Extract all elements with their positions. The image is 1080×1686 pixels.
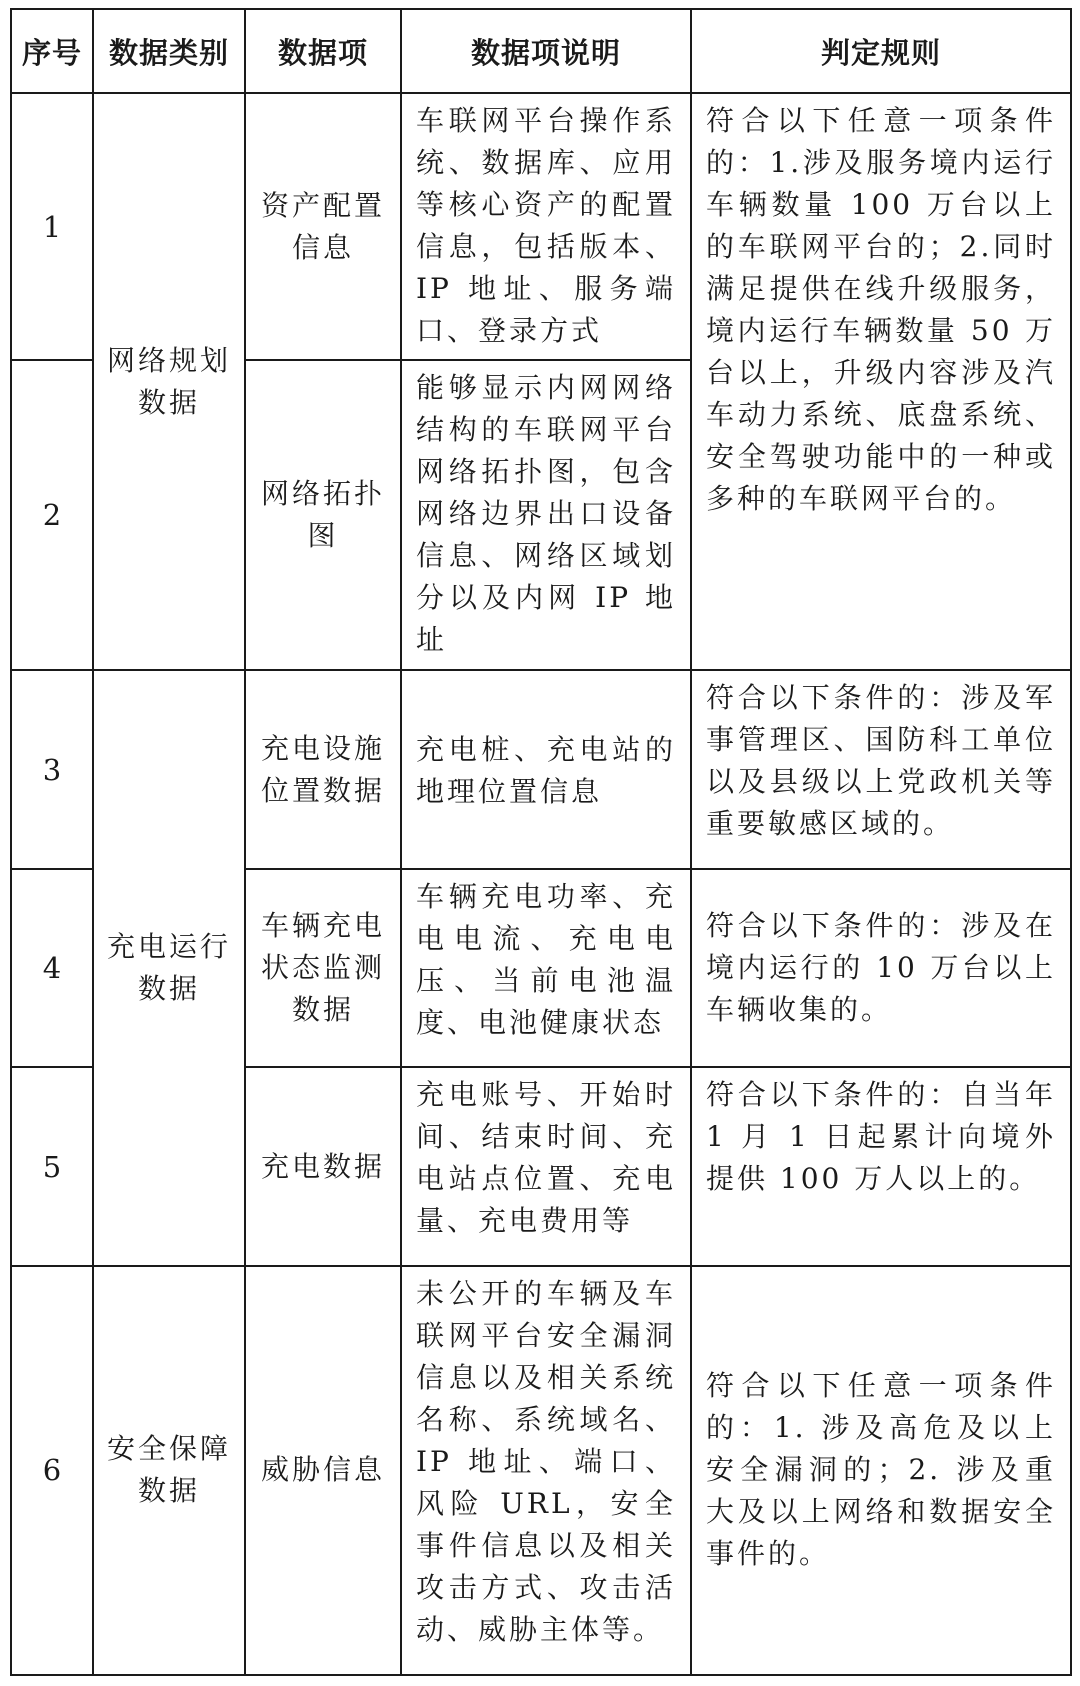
description-cell: 充电桩、充电站的地理位置信息 (401, 670, 691, 869)
serial-number-cell: 5 (11, 1067, 93, 1266)
header-data-item: 数据项 (245, 9, 401, 93)
header-data-category: 数据类别 (93, 9, 245, 93)
data-item-cell: 网络拓扑图 (245, 360, 401, 670)
data-item-cell: 车辆充电状态监测数据 (245, 869, 401, 1068)
serial-number-cell: 2 (11, 360, 93, 670)
serial-number-cell: 6 (11, 1266, 93, 1675)
description-cell: 能够显示内网网络结构的车联网平台网络拓扑图，包含网络边界出口设备信息、网络区域划分以及内网 IP 地址 (401, 360, 691, 670)
header-serial-number: 序号 (11, 9, 93, 93)
serial-number-cell: 4 (11, 869, 93, 1068)
rule-cell: 符合以下任意一项条件的：1. 涉及高危及以上安全漏洞的；2. 涉及重大及以上网络和数据安全事件的。 (691, 1266, 1071, 1675)
serial-number-cell: 3 (11, 670, 93, 869)
table-row (11, 93, 1071, 360)
table-row (11, 1266, 1071, 1675)
table-row (11, 670, 1071, 869)
header-data-item-description: 数据项说明 (401, 9, 691, 93)
data-item-cell: 威胁信息 (245, 1266, 401, 1675)
table-header-row (11, 9, 1071, 93)
header-judgment-rule: 判定规则 (691, 9, 1071, 93)
rule-cell: 符合以下条件的：涉及在境内运行的 10 万台以上车辆收集的。 (691, 869, 1071, 1068)
rule-cell: 符合以下任意一项条件的：1.涉及服务境内运行车辆数量 100 万台以上的车联网平台的；2.同时满足提供在线升级服务，境内运行车辆数量 50 万台以上，升级内容涉及汽车动力系统、底盘系统、安全驾驶功能中的一种或多种的车联网平台的。 (691, 93, 1071, 670)
description-cell: 未公开的车辆及车联网平台安全漏洞信息以及相关系统名称、系统域名、IP 地址、端口、风险 URL，安全事件信息以及相关攻击方式、攻击活动、威胁主体等。 (401, 1266, 691, 1675)
data-classification-table (10, 8, 1072, 1676)
rule-cell: 符合以下条件的：自当年 1 月 1 日起累计向境外提供 100 万人以上的。 (691, 1067, 1071, 1266)
data-item-cell: 充电设施位置数据 (245, 670, 401, 869)
description-cell: 车辆充电功率、充电电流、充电电压、当前电池温度、电池健康状态 (401, 869, 691, 1068)
description-cell: 充电账号、开始时间、结束时间、充电站点位置、充电量、充电费用等 (401, 1067, 691, 1266)
data-item-cell: 充电数据 (245, 1067, 401, 1266)
serial-number-cell: 1 (11, 93, 93, 360)
description-cell: 车联网平台操作系统、数据库、应用等核心资产的配置信息，包括版本、IP 地址、服务端口、登录方式 (401, 93, 691, 360)
data-item-cell: 资产配置信息 (245, 93, 401, 360)
category-cell: 网络规划数据 (93, 93, 245, 670)
category-cell: 充电运行数据 (93, 670, 245, 1266)
category-cell: 安全保障数据 (93, 1266, 245, 1675)
rule-cell: 符合以下条件的：涉及军事管理区、国防科工单位以及县级以上党政机关等重要敏感区域的。 (691, 670, 1071, 869)
